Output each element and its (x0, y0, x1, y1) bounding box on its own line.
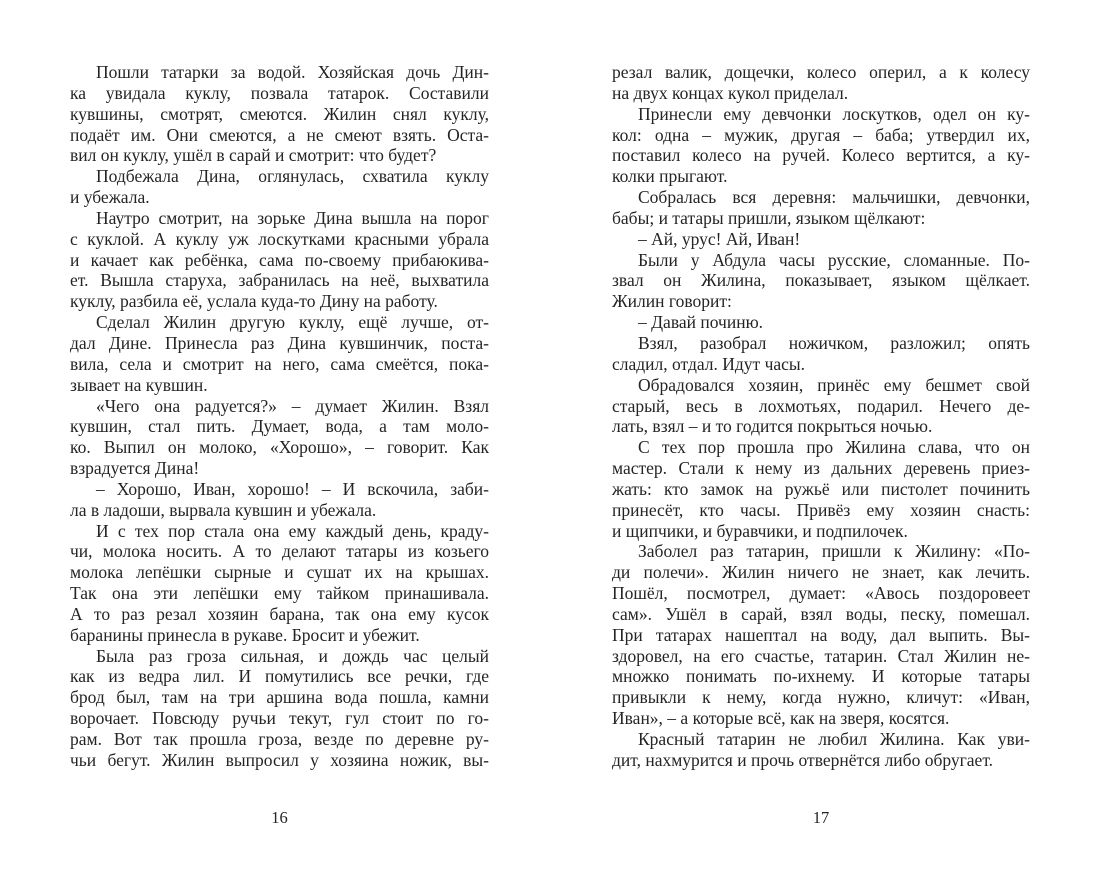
text-line: старый, весь в лохмотьях, подарил. Нечего де- (612, 395, 1030, 416)
text-line: Были у Абдула часы русские, сломанные. По- (638, 249, 1030, 270)
left-page-text-column (70, 62, 489, 771)
text-line: Была раз гроза сильная, и дождь час целый (96, 645, 489, 666)
text-line: вил он куклу, ушёл в сарай и смотрит: что будет? (70, 145, 437, 166)
text-line: Сделал Жилин другую куклу, ещё лучше, от- (96, 312, 489, 333)
text-line: ворочает. Повсюду ручьи текут, гул стоит по го- (70, 708, 489, 729)
text-line: чи, молока носить. А то делают татары из козьего (70, 541, 489, 562)
text-line: с куклой. А куклу уж лоскутками красными убрала (70, 228, 489, 249)
text-line: Жилин говорит: (612, 291, 732, 312)
text-line: бабы; и татары пришли, языком щёлкают: (612, 207, 926, 228)
text-line: Красный татарин не любил Жилина. Как уви- (638, 729, 1030, 749)
text-line: Пошёл, посмотрел, думает: «Авось поздоровеет (612, 583, 1030, 604)
text-line: При татарах нашептал на воду, дал выпить. Вы- (612, 624, 1030, 645)
text-line: звал он Жилина, показывает, языком щёлкает. (612, 270, 1030, 291)
text-line: сладил, отдал. Идут часы. (612, 353, 806, 374)
text-line: ла в ладоши, вырвала кувшин и убежала. (70, 499, 377, 520)
text-line: Так она эти лепёшки ему тайком принашивала. (70, 583, 489, 604)
text-line: взрадуется Дина! (70, 458, 200, 479)
text-line: «Чего она радуется?» – думает Жилин. Взял (96, 395, 489, 416)
text-line: молока лепёшки сырные и сушат их на крышах. (70, 562, 489, 583)
text-line: вила, села и смотрит на него, сама смеётся, пока- (70, 353, 489, 374)
text-line: Иван», – а которые всё, как на зверя, косятся. (612, 708, 950, 729)
text-line: А то раз резал хозяин барана, так она ему кусок (70, 603, 489, 624)
text-line: рам. Вот так прошла гроза, везде по деревне ру- (70, 729, 489, 749)
text-line: Пошли татарки за водой. Хозяйская дочь Дин- (96, 62, 489, 82)
text-line: колки прыгают. (612, 166, 728, 187)
text-line: Собралась вся деревня: мальчишки, девчонки, (638, 187, 1030, 208)
text-line: брод был, там на три аршина вода пошла, камни (70, 687, 489, 708)
text-line: баранины принесла в рукаве. Бросит и убежит. (70, 624, 420, 645)
text-line: – Ай, урус! Ай, Иван! (638, 228, 801, 249)
text-line: Взял, разобрал ножичком, разложил; опять (638, 332, 1030, 353)
text-line: лать, взял – и то годится покрыться ночью. (612, 416, 933, 437)
text-line: Обрадовался хозяин, принёс ему бешмет свой (638, 374, 1030, 395)
text-line: ет. Вышла старуха, забранилась на неё, выхватила (70, 270, 489, 291)
text-line: и убежала. (70, 187, 150, 208)
text-line: И с тех пор стала она ему каждый день, краду- (96, 520, 489, 541)
text-line: привыкли к нему, когда нужно, кличут: «Иван, (612, 687, 1030, 708)
text-line: и качает как ребёнка, сама по-своему прибаюкива- (70, 249, 489, 270)
text-line: дал Дине. Принесла раз Дина кувшинчик, поста- (70, 332, 489, 353)
text-line: на двух концах кукол приделал. (612, 82, 849, 103)
text-line: подаёт им. Они смеются, а не смеют взять. Оста- (70, 124, 489, 145)
page-number-right: 17 (812, 808, 830, 827)
text-line: кувшин, стал пить. Думает, вода, а там моло- (70, 416, 489, 437)
text-line: – Хорошо, Иван, хорошо! – И вскочила, заби- (96, 478, 489, 499)
text-line: ка увидала куклу, позвала татарок. Составили (70, 82, 489, 103)
text-line: как из ведра лил. И помутились все речки, где (70, 666, 489, 687)
text-line: кувшины, смотрят, смеются. Жилин снял куклу, (70, 103, 489, 124)
text-line: принесёт, кто часы. Привёз ему хозяин снасть: (612, 499, 1030, 520)
page-right (612, 0, 1030, 873)
page-left (70, 0, 489, 873)
page-number-left: 16 (271, 808, 288, 827)
text-line: Подбежала Дина, оглянулась, схватила куклу (96, 166, 489, 187)
text-line: Наутро смотрит, на зорьке Дина вышла на порог (96, 207, 489, 228)
text-line: ди полечи». Жилин ничего не знает, как лечить. (612, 562, 1030, 583)
text-line: поставил колесо на ручей. Колесо вертится, а ку- (612, 145, 1030, 166)
text-line: дит, нахмурится и прочь отвернётся либо обругает. (612, 749, 994, 770)
text-line: кол: одна – мужик, другая – баба; утвердил их, (612, 124, 1030, 145)
text-line: множко понимать по-ихнему. И которые татары (612, 666, 1030, 687)
text-line: здоровел, на его счастье, татарин. Стал Жилин не- (612, 645, 1030, 666)
text-line: Заболел раз татарин, пришли к Жилину: «По- (638, 541, 1030, 562)
text-line: зывает на кувшин. (70, 374, 208, 395)
text-line: Принесли ему девчонки лоскутков, одел он ку- (638, 103, 1030, 124)
text-line: резал валик, дощечки, колесо оперил, а к колесу (612, 62, 1030, 82)
text-line: мастер. Стали к нему из дальних деревень приез- (612, 458, 1030, 479)
text-line: чьи бегут. Жилин выпросил у хозяина ножик, вы- (70, 749, 489, 770)
text-line: жать: кто замок на ружьё или пистолет починить (612, 478, 1030, 499)
text-line: куклу, разбила её, услала куда-то Дину на работу. (70, 291, 438, 312)
text-line: ко. Выпил он молоко, «Хорошо», – говорит. Как (70, 437, 489, 458)
text-line: и щипчики, и буравчики, и подпилочек. (612, 520, 908, 541)
text-line: сам». Ушёл в сарай, взял воды, песку, помешал. (612, 603, 1030, 624)
right-page-text-column (612, 62, 1030, 771)
text-line: С тех пор прошла про Жилина слава, что он (638, 437, 1030, 458)
text-line: – Давай починю. (638, 312, 764, 333)
